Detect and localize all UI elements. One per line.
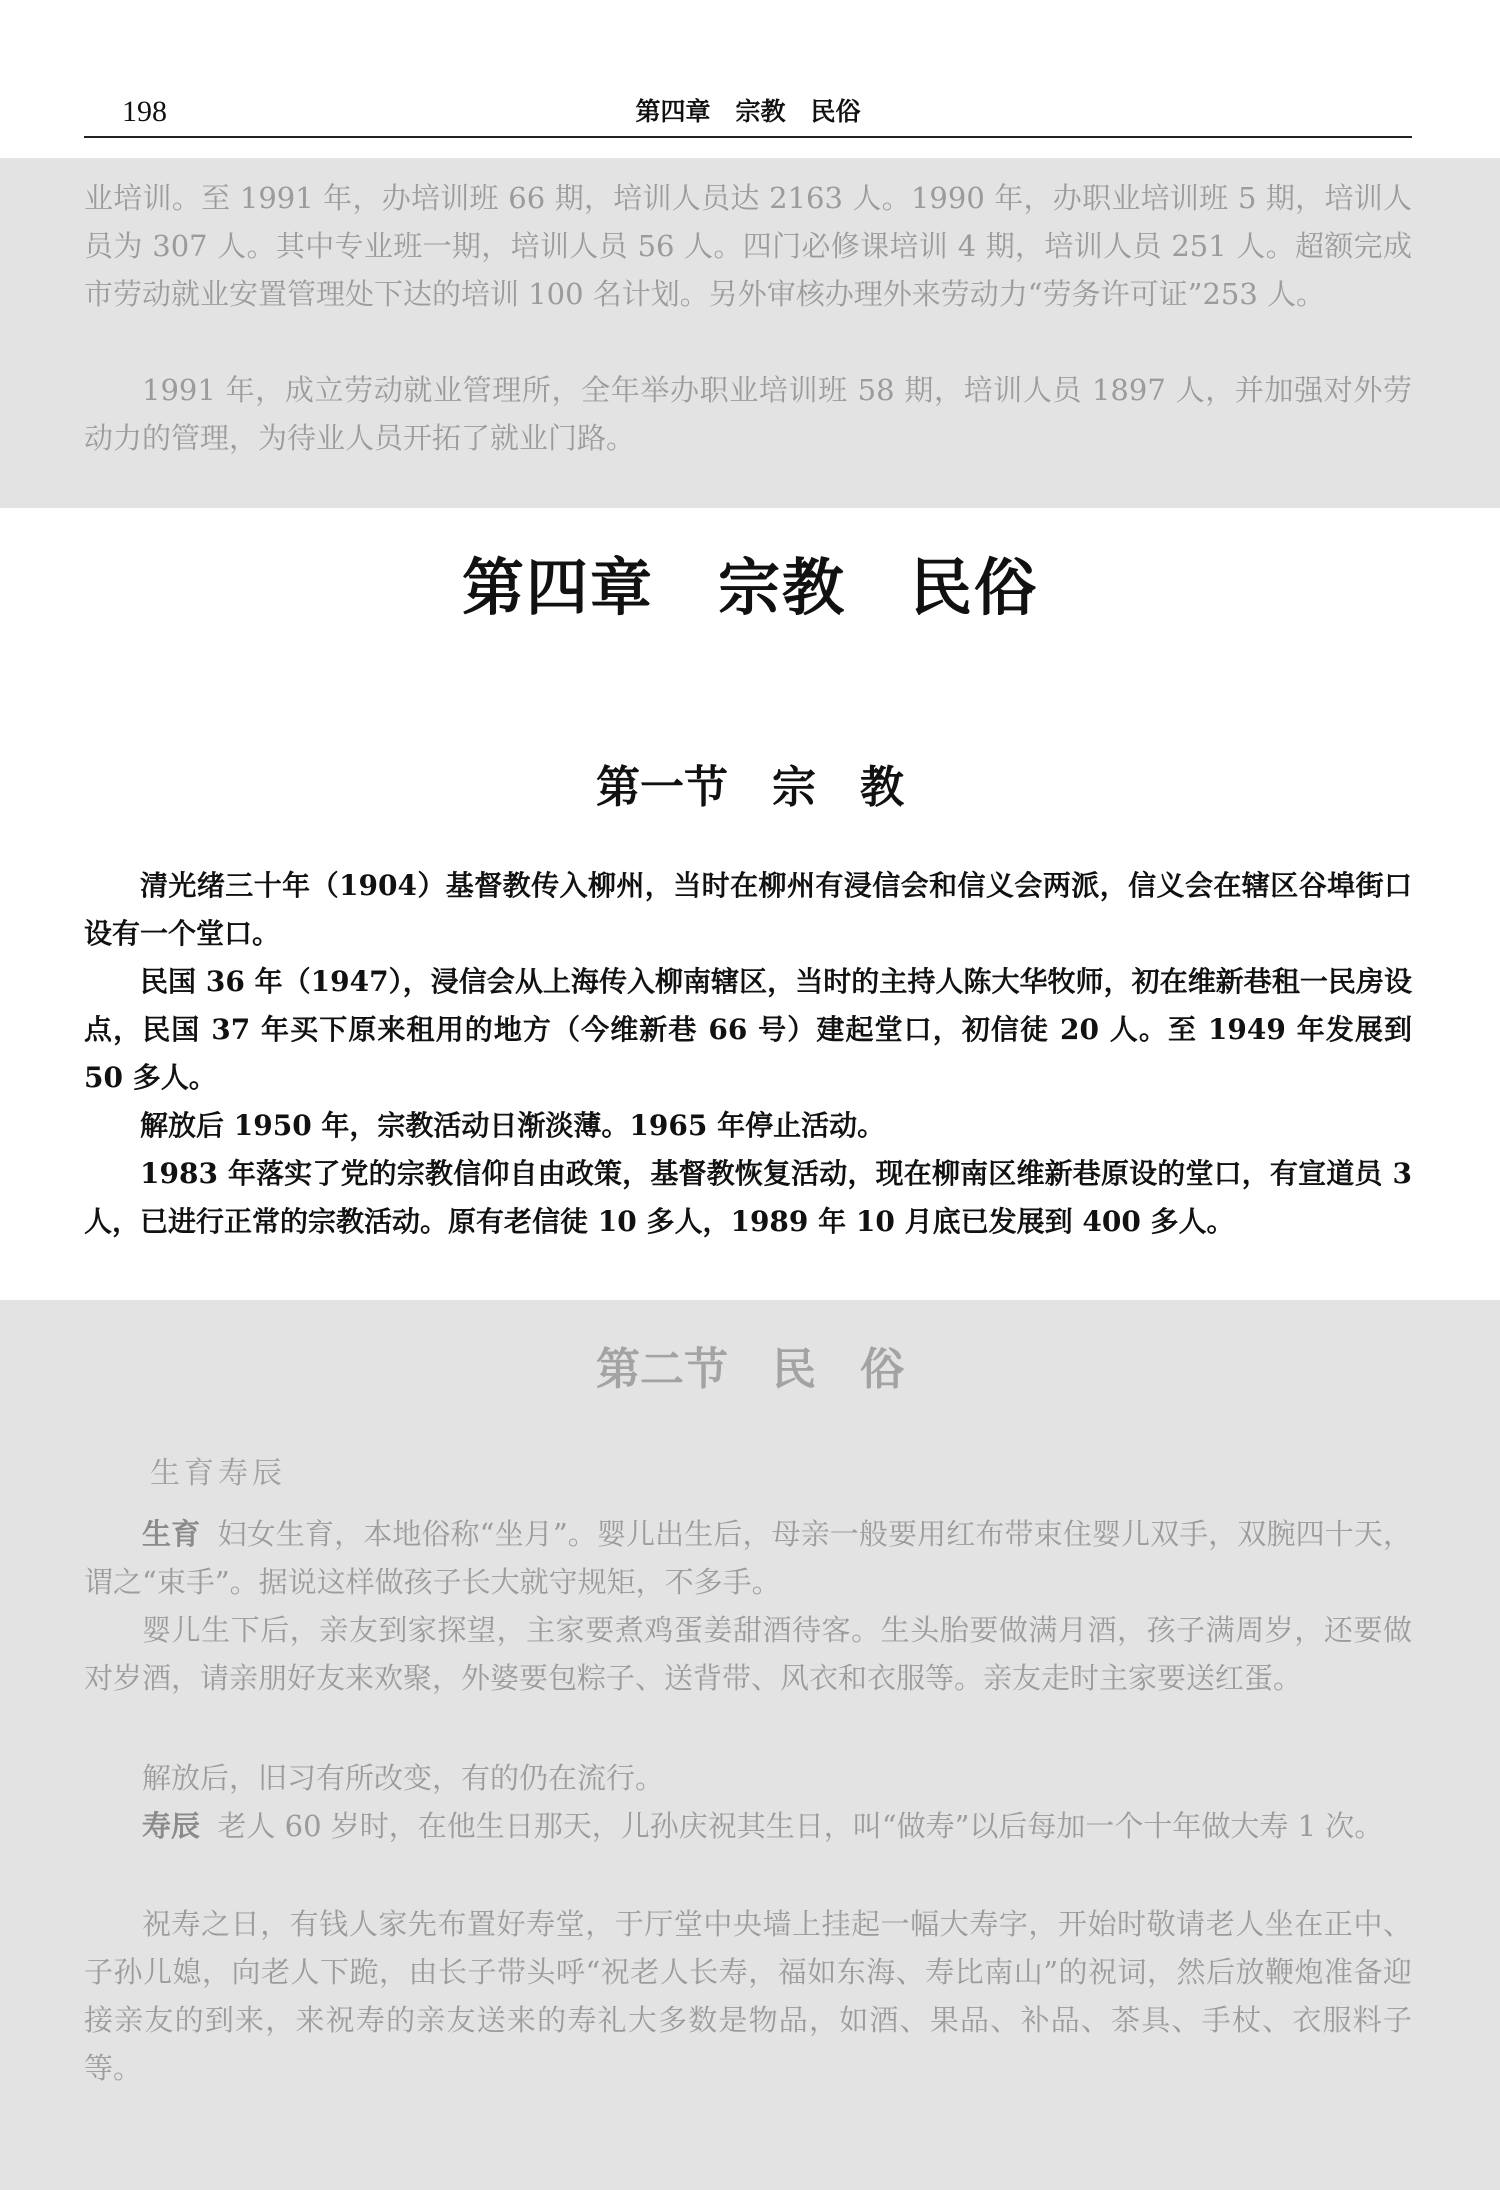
section-1-paragraph-4: 1983 年落实了党的宗教信仰自由政策，基督教恢复活动，现在柳南区维新巷原设的堂口，有宣道员 3 人，已进行正常的宗教活动。原有老信徒 10 多人，1989 年 10 月底已发展到 400 多人。 bbox=[84, 1157, 1412, 1238]
term-birth: 生育 bbox=[142, 1517, 201, 1551]
section-1-paragraph-2: 民国 36 年（1947），浸信会从上海传入柳南辖区，当时的主持人陈大华牧师，初在维新巷租一民房设点，民国 37 年买下原来租用的地方（今维新巷 66 号）建起堂口，初信徒 20 人。至 1949 年发展到 50 多人。 bbox=[84, 965, 1412, 1094]
section-2-paragraph-1-text: 妇女生育，本地俗称“坐月”。婴儿出生后，母亲一般要用红布带束住婴儿双手，双腕四十天，谓之“束手”。据说这样做孩子长大就守规矩，不多手。 bbox=[84, 1517, 1412, 1599]
section-2-paragraph-4-text: 老人 60 岁时，在他生日那天，儿孙庆祝其生日，叫“做寿”以后每加一个十年做大寿 1 次。 bbox=[217, 1809, 1384, 1843]
previous-paragraph-1: 业培训。至 1991 年，办培训班 66 期，培训人员达 2163 人。1990 年，办职业培训班 5 期，培训人员为 307 人。其中专业班一期，培训人员 56 人。四门必修课培训 4 期，培训人员 251 人。超额完成市劳动就业安置管理处下达的培训 100 名计划。另外审核办理外来劳动力“劳务许可证”253 人。 bbox=[84, 181, 1412, 311]
dimmed-previous-section bbox=[0, 158, 1500, 508]
section-2-paragraph-2: 婴儿生下后，亲友到家探望，主家要煮鸡蛋姜甜酒待客。生头胎要做满月酒，孩子满周岁，还要做对岁酒，请亲朋好友来欢聚，外婆要包粽子、送背带、风衣和衣服等。亲友走时主家要送红蛋。 bbox=[84, 1613, 1412, 1695]
section-1-title: 第一节 宗 教 bbox=[596, 762, 904, 813]
previous-paragraph-2: 1991 年，成立劳动就业管理所，全年举办职业培训班 58 期，培训人员 1897 人，并加强对外劳动力的管理，为待业人员开拓了就业门路。 bbox=[84, 373, 1412, 455]
section-2-paragraph-5: 祝寿之日，有钱人家先布置好寿堂，于厅堂中央墙上挂起一幅大寿字，开始时敬请老人坐在正中、子孙儿媳，向老人下跪，由长子带头呼“祝老人长寿，福如东海、寿比南山”的祝词，然后放鞭炮准备迎接亲友的到来，来祝寿的亲友送来的寿礼大多数是物品，如酒、果品、补品、茶具、手杖、衣服料子等。 bbox=[84, 1907, 1412, 2085]
page-number: 198 bbox=[122, 95, 167, 128]
section-2-paragraph-4 bbox=[84, 1802, 1412, 1850]
section-2-subheading: 生育寿辰 bbox=[150, 1456, 286, 1491]
running-title: 第四章 宗教 民俗 bbox=[635, 97, 861, 126]
running-header bbox=[84, 92, 1412, 138]
section-2-paragraph-1 bbox=[84, 1510, 1412, 1606]
chapter-title: 第四章 宗教 民俗 bbox=[461, 551, 1038, 624]
term-birthday: 寿辰 bbox=[142, 1809, 201, 1843]
section-1-paragraph-1: 清光绪三十年（1904）基督教传入柳州，当时在柳州有浸信会和信义会两派，信义会在辖区谷埠街口设有一个堂口。 bbox=[84, 869, 1412, 950]
section-2-title: 第二节 民 俗 bbox=[596, 1344, 904, 1395]
section-1-paragraph-3: 解放后 1950 年，宗教活动日渐淡薄。1965 年停止活动。 bbox=[140, 1109, 886, 1142]
section-2-paragraph-3: 解放后，旧习有所改变，有的仍在流行。 bbox=[142, 1761, 665, 1795]
